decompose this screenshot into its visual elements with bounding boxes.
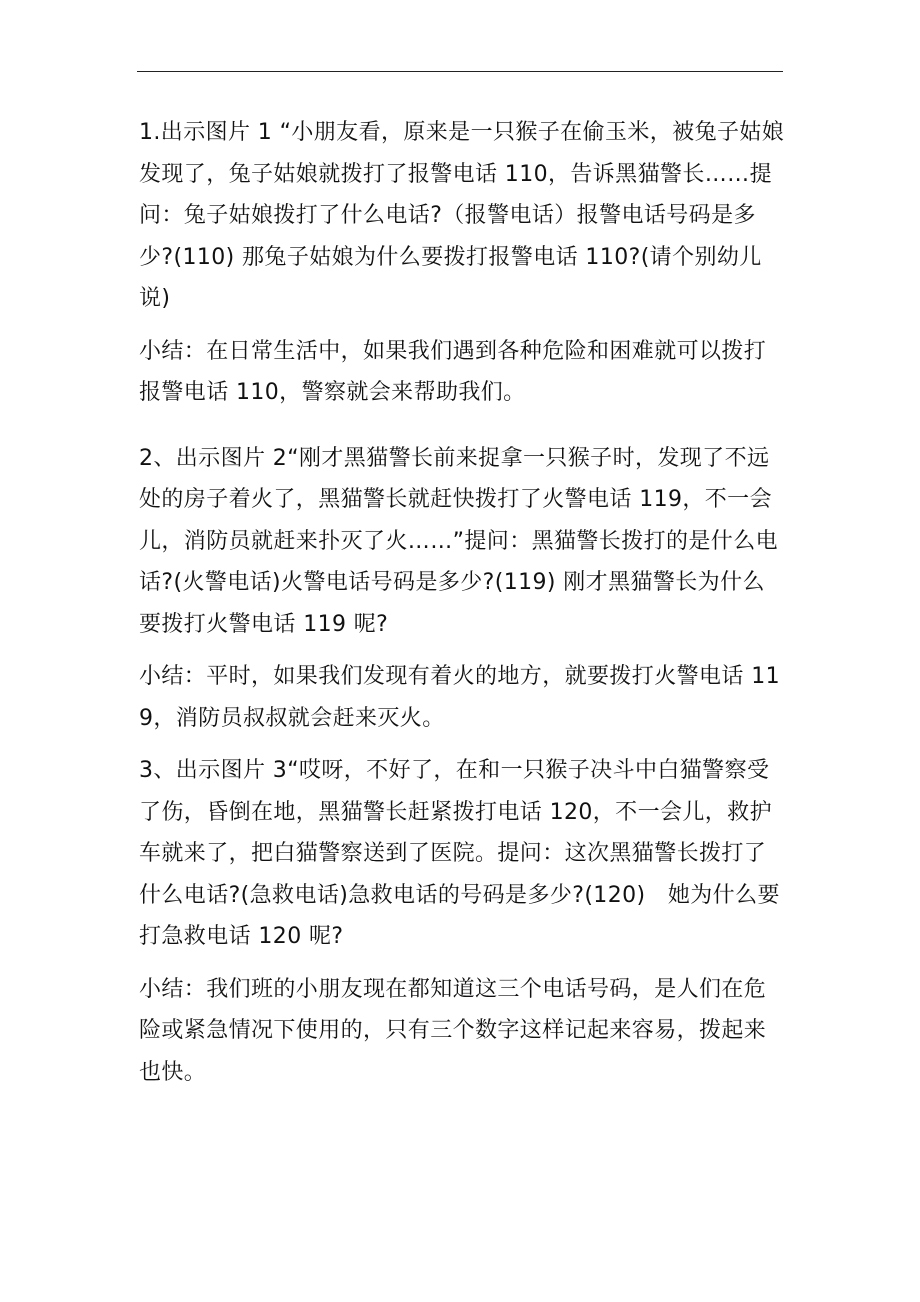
paragraph-summary-3: 小结：我们班的小朋友现在都知道这三个电话号码，是人们在危险或紧急情况下使用的，只有三个数字这样记起来容易，拨起来也快。 <box>139 976 767 1085</box>
header-rule <box>137 71 783 72</box>
paragraph-step-3: 3、出示图片 3“哎呀，不好了，在和一只猴子决斗中白猫警察受了伤，昏倒在地，黑猫警长赶紧拨打电话 120，不一会儿，救护车就来了，把白猫警察送到了医院。提问：这次黑猫警长拨打了什么电话?(急救电话)急救电话的号码是多少?(120) 她为什么要打急救电话 120 呢? <box>139 758 780 949</box>
paragraph-summary-2: 小结：平时，如果我们发现有着火的地方，就要拨打火警电话 119，消防员叔叔就会赶来灭火。 <box>139 664 780 731</box>
paragraph-step-2: 2、出示图片 2“刚才黑猫警长前来捉拿一只猴子时，发现了不远处的房子着火了，黑猫警长就赶快拨打了火警电话 119，不一会儿，消防员就赶来扑灭了火……”提问：黑猫警长拨打的是什么电话?(火警电话)火警电话号码是多少?(119) 刚才黑猫警长为什么要拨打火警电话 119 呢? <box>139 445 778 637</box>
paragraph-step-1: 1.出示图片 1 “小朋友看，原来是一只猴子在偷玉米，被兔子姑娘发现了，兔子姑娘就拨打了报警电话 110，告诉黑猫警长……提问：兔子姑娘拨打了什么电话?（报警电话）报警电话号码是多少?(110) 那兔子姑娘为什么要拨打报警电话 110?(请个别幼儿说) <box>139 120 785 311</box>
paragraph-summary-1: 小结：在日常生活中，如果我们遇到各种危险和困难就可以拨打报警电话 110，警察就会来帮助我们。 <box>139 338 767 405</box>
document-body <box>139 112 785 1093</box>
